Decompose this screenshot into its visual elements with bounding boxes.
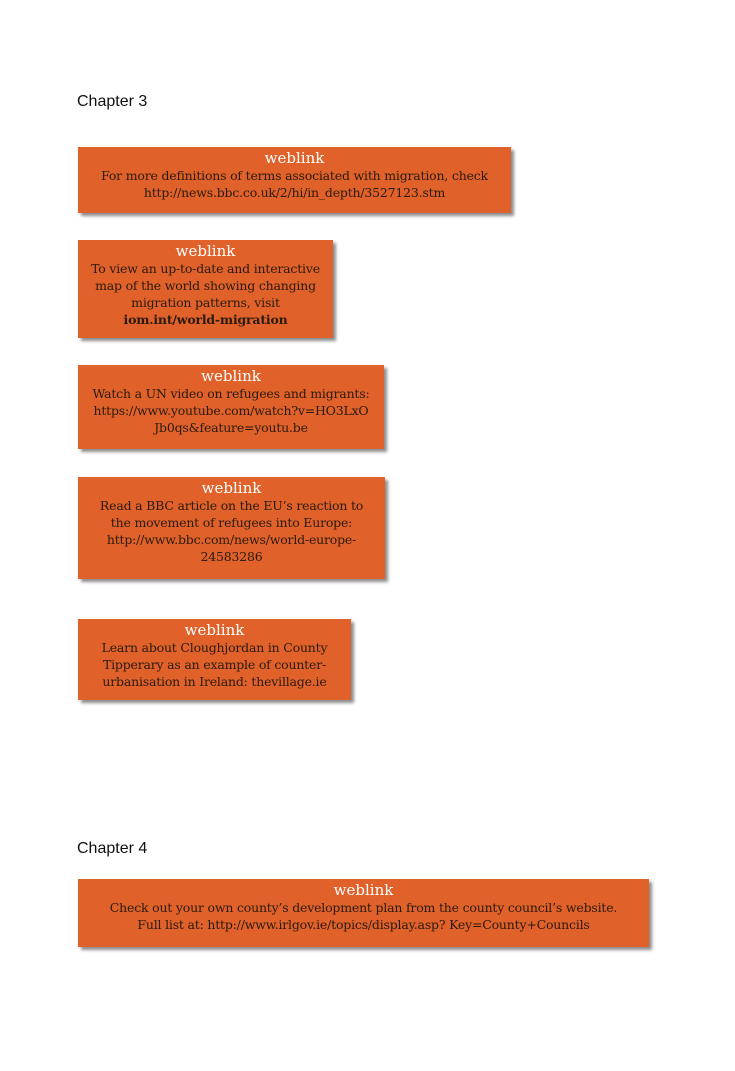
- weblink-title: weblink: [184, 621, 245, 639]
- weblink-text-line[interactable]: urbanisation in Ireland: thevillage.ie: [102, 674, 327, 689]
- weblink-url[interactable]: Jb0qs&feature=youtu.be: [154, 420, 308, 435]
- weblink-title: weblink: [175, 242, 236, 260]
- weblink-text-line: Tipperary as an example of counter-: [103, 657, 326, 672]
- weblink-text-line: To view an up-to-date and interactive: [91, 261, 320, 276]
- weblink-url[interactable]: https://www.youtube.com/watch?v=HO3LxO: [93, 403, 369, 418]
- weblink-url[interactable]: iom.int/world-migration: [123, 312, 288, 327]
- weblink-box-county-development-plan: [78, 879, 649, 947]
- weblink-box-bbc-eu-refugees: [78, 477, 385, 579]
- weblink-title: weblink: [201, 479, 262, 497]
- weblink-text-line: migration patterns, visit: [131, 295, 280, 310]
- weblink-url[interactable]: 24583286: [200, 549, 263, 564]
- weblink-title: weblink: [333, 881, 394, 899]
- weblink-text-line: Learn about Cloughjordan in County: [101, 640, 328, 655]
- weblink-text-line: For more definitions of terms associated with migration, check: [101, 168, 488, 183]
- weblink-url[interactable]: Full list at: http://www.irlgov.ie/topics/display.asp? Key=County+Councils: [137, 917, 590, 932]
- weblink-title: weblink: [264, 149, 325, 167]
- weblink-url[interactable]: http://www.bbc.com/news/world-europe-: [106, 532, 357, 547]
- weblink-url[interactable]: http://news.bbc.co.uk/2/hi/in_depth/3527123.stm: [143, 185, 446, 200]
- weblink-text-line: Watch a UN video on refugees and migrants:: [92, 386, 370, 401]
- weblink-box-cloughjordan: [78, 619, 351, 700]
- chapter-4-heading: Chapter 4: [77, 840, 148, 857]
- weblink-box-migration-definitions: [78, 147, 511, 213]
- weblink-box-world-migration-map: [78, 240, 333, 338]
- weblink-text-line: Check out your own county’s development plan from the county council’s website.: [109, 900, 618, 915]
- weblink-title: weblink: [201, 367, 261, 385]
- weblink-box-un-video: [78, 365, 384, 449]
- chapter-3-heading: Chapter 3: [77, 93, 148, 110]
- weblink-text-line: map of the world showing changing: [95, 278, 316, 293]
- weblink-text-line: Read a BBC article on the EU’s reaction to: [99, 498, 364, 513]
- weblink-text-line: the movement of refugees into Europe:: [110, 515, 353, 530]
